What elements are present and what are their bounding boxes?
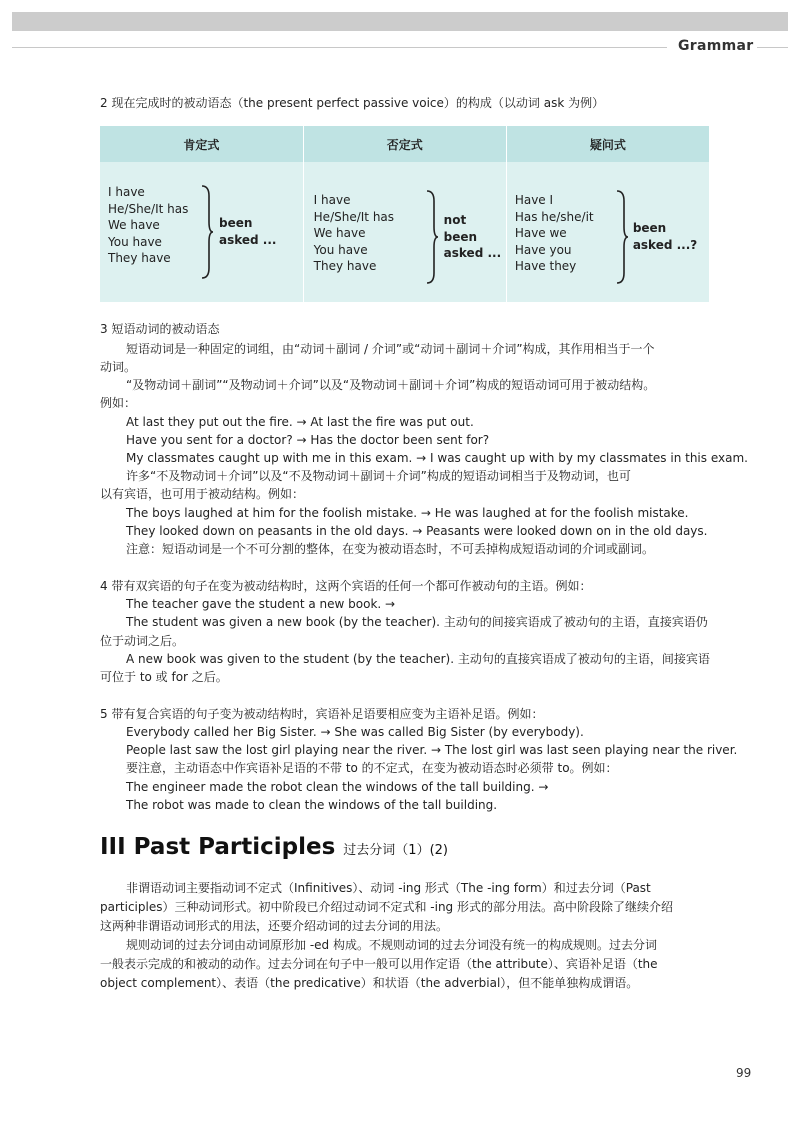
paragraph-line: 非谓语动词主要指动词不定式（Infinitives）、动词 -ing 形式（The -ing form）和过去分词（Past xyxy=(126,881,651,895)
subject-list xyxy=(108,184,188,267)
example-line: The student was given a new book (by the teacher). 主动句的间接宾语成了被动句的主语，直接宾语仍 xyxy=(126,615,708,629)
paragraph-line: 这两种非谓语动词形式的用法，还要介绍动词的过去分词的用法。 xyxy=(100,919,449,933)
subject-item: You have xyxy=(313,242,368,257)
table-header-affirmative: 肯定式 xyxy=(100,126,303,162)
affirmative-cell xyxy=(100,162,303,302)
subject-item: Have we xyxy=(514,226,567,240)
example-line: My classmates caught up with me in this exam. → I was caught up with by my classmates in this exam. xyxy=(126,451,748,465)
paragraph-line: 短语动词是一种固定的词组，由“动词＋副词 / 介词”或“动词＋副词＋介词”构成，其作用相当于一个 xyxy=(126,342,655,356)
subject-item: We have xyxy=(313,226,366,240)
subject-item: Have I xyxy=(514,193,554,207)
subject-item: They have xyxy=(313,259,377,273)
paragraph-line: 可位于 to 或 for 之后。 xyxy=(100,670,228,684)
verb-line: been xyxy=(219,216,253,230)
subject-item: Have they xyxy=(514,259,577,273)
example-line: The boys laughed at him for the foolish mistake. → He was laughed at for the foolish mistake. xyxy=(126,506,689,520)
subject-item: They have xyxy=(108,251,171,265)
example-line: The robot was made to clean the windows of the tall building. xyxy=(126,798,498,812)
subject-item: Have you xyxy=(514,242,572,257)
verb-line: not xyxy=(443,213,467,227)
section-heading-en: III Past Participles xyxy=(100,834,336,860)
right-brace-icon xyxy=(200,184,214,280)
table-header-negative: 否定式 xyxy=(303,126,506,162)
example-line: Everybody called her Big Sister. → She was called Big Sister (by everybody). xyxy=(126,725,584,739)
example-line: At last they put out the fire. → At last the fire was put out. xyxy=(126,415,474,429)
interrogative-cell xyxy=(506,162,709,302)
verb-line: asked ...? xyxy=(632,237,698,252)
example-line: The engineer made the robot clean the windows of the tall building. → xyxy=(126,780,549,794)
subject-item: He/She/It has xyxy=(313,209,395,224)
paragraph-line: 规则动词的过去分词由动词原形加 -ed 构成。不规则动词的过去分词没有统一的构成规则。过去分词 xyxy=(126,938,657,952)
negative-cell xyxy=(303,162,506,302)
subject-list xyxy=(314,192,394,275)
paragraph-line: 例如： xyxy=(100,396,137,410)
header-rule-right xyxy=(757,47,788,48)
example-line: A new book was given to the student (by the teacher). 主动句的直接宾语成了被动句的主语，间接宾语 xyxy=(126,652,710,666)
subject-item: I have xyxy=(108,185,145,199)
note-line: 注意：短语动词是一个不可分割的整体，在变为被动语态时，不可丢掉构成短语动词的介词或副词。 xyxy=(126,542,655,556)
right-brace-icon xyxy=(425,189,439,285)
verb-phrase xyxy=(633,220,697,253)
verb-line: been xyxy=(632,221,667,235)
example-line: The teacher gave the student a new book. → xyxy=(126,597,396,611)
section2-title: 2 现在完成时的被动语态（the present perfect passive voice）的构成（以动词 ask 为例） xyxy=(100,96,605,110)
subject-list xyxy=(515,192,594,275)
verb-phrase xyxy=(444,212,501,262)
subject-item: I have xyxy=(313,193,351,207)
paragraph-line: 动词。 xyxy=(100,360,137,374)
section-heading-cn: 过去分词（1）(2) xyxy=(343,843,448,858)
paragraph-line: 要注意，主动语态中作宾语补足语的不带 to 的不定式，在变为被动语态时必须带 to。例如： xyxy=(126,761,618,775)
right-brace-icon xyxy=(615,189,629,285)
section3-title: 3 短语动词的被动语态 xyxy=(100,322,220,336)
paragraph-line: 许多“不及物动词＋介词”以及“不及物动词＋副词＋介词”构成的短语动词相当于及物动词，也可 xyxy=(126,469,631,483)
example-line: People last saw the lost girl playing near the river. → The lost girl was last seen playing near the river. xyxy=(126,743,738,757)
header-rule-left xyxy=(12,47,667,48)
verb-phrase xyxy=(219,215,276,248)
subject-item: We have xyxy=(108,218,160,232)
paragraph-line: 以有宾语，也可用于被动结构。例如： xyxy=(100,487,305,501)
example-line: They looked down on peasants in the old days. → Peasants were looked down on in the old days. xyxy=(126,524,708,538)
section5-title: 5 带有复合宾语的句子变为被动结构时，宾语补足语要相应变为主语补足语。例如： xyxy=(100,707,544,721)
table-header-interrogative: 疑问式 xyxy=(506,126,709,162)
paragraph-line: “及物动词＋副词”“及物动词＋介词”以及“及物动词＋副词＋介词”构成的短语动词可用于被动结构。 xyxy=(126,378,656,392)
example-line: Have you sent for a doctor? → Has the doctor been sent for? xyxy=(126,433,490,447)
running-header: Grammar xyxy=(678,38,754,54)
subject-item: He/She/It has xyxy=(108,201,189,216)
verb-line: asked ... xyxy=(443,246,502,260)
section-heading xyxy=(100,834,448,860)
paragraph-line: 一般表示完成的和被动的动作。过去分词在句子中一般可以用作定语（the attribute）、宾语补足语（the xyxy=(100,957,658,971)
subject-item: You have xyxy=(108,234,162,249)
paragraph-line: 位于动词之后。 xyxy=(100,634,185,648)
verb-line: asked ... xyxy=(219,232,277,247)
section4-title: 4 带有双宾语的句子在变为被动结构时，这两个宾语的任何一个都可作被动句的主语。例如： xyxy=(100,579,592,593)
verb-line: been xyxy=(443,229,478,244)
passive-voice-table xyxy=(100,126,710,302)
paragraph-line: object complement）、表语（the predicative）和状语（the adverbial），但不能单独构成谓语。 xyxy=(100,976,639,990)
paragraph-line: participles）三种动词形式。初中阶段已介绍过动词不定式和 -ing 形式的部分用法。高中阶段除了继续介绍 xyxy=(100,900,673,914)
subject-item: Has he/she/it xyxy=(514,209,594,224)
page-number: 99 xyxy=(736,1066,752,1080)
top-band xyxy=(12,12,788,31)
